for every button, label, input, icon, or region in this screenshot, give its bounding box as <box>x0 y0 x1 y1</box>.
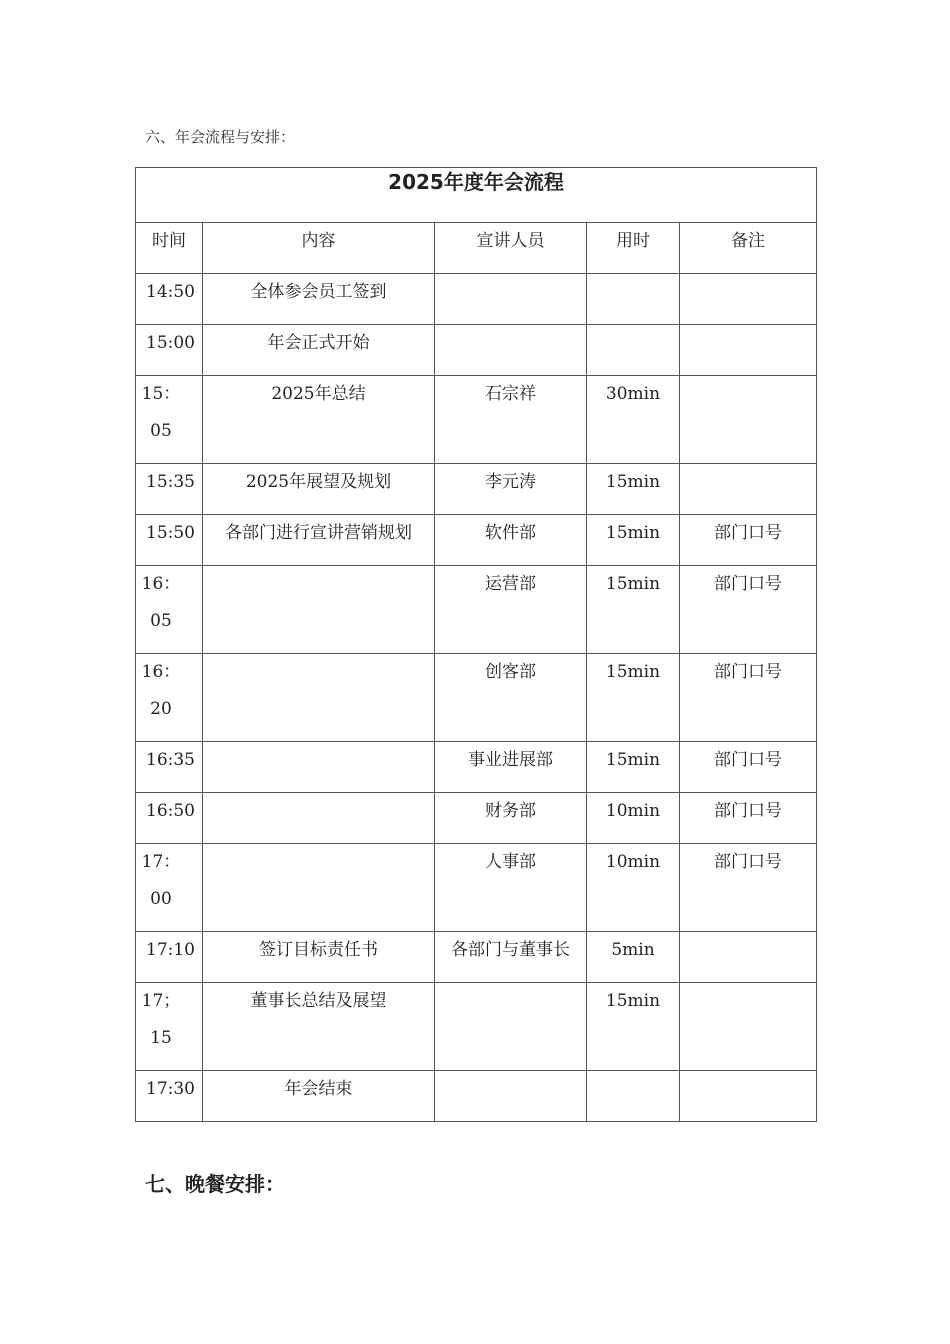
note-cell: 部门口号 <box>680 566 817 654</box>
time-part-1: 16： <box>141 662 181 682</box>
time-part-1: 16： <box>141 574 181 594</box>
time-part-1: 17； <box>141 991 181 1011</box>
speaker-cell: 运营部 <box>435 566 587 654</box>
speaker-cell: 李元涛 <box>435 464 587 515</box>
table-row <box>136 274 817 325</box>
time-part-2: 20 <box>150 699 172 719</box>
speaker-cell: 事业进展部 <box>435 742 587 793</box>
note-cell: 部门口号 <box>680 515 817 566</box>
section-heading: 六、年会流程与安排： <box>145 128 296 146</box>
duration-cell: 5min <box>587 932 680 983</box>
table-row <box>136 742 817 793</box>
duration-cell: 10min <box>587 844 680 932</box>
table-row <box>136 932 817 983</box>
table-row <box>136 566 817 654</box>
time-cell: 15:00 <box>136 325 203 376</box>
speaker-cell <box>435 325 587 376</box>
duration-cell: 15min <box>587 515 680 566</box>
content-cell <box>203 742 435 793</box>
speaker-cell: 创客部 <box>435 654 587 742</box>
duration-cell: 15min <box>587 654 680 742</box>
duration-cell: 15min <box>587 983 680 1071</box>
table-row <box>136 844 817 932</box>
duration-cell <box>587 325 680 376</box>
duration-cell <box>587 1071 680 1122</box>
note-cell: 部门口号 <box>680 844 817 932</box>
table-row <box>136 325 817 376</box>
note-cell: 部门口号 <box>680 793 817 844</box>
time-cell <box>136 983 203 1071</box>
duration-cell: 15min <box>587 742 680 793</box>
table-row <box>136 376 817 464</box>
annual-meeting-schedule-table <box>135 167 817 1122</box>
speaker-cell: 人事部 <box>435 844 587 932</box>
duration-cell <box>587 274 680 325</box>
header-speaker: 宣讲人员 <box>435 223 587 274</box>
table-row <box>136 515 817 566</box>
time-part-1: 17： <box>141 852 181 872</box>
note-cell <box>680 376 817 464</box>
content-cell: 全体参会员工签到 <box>203 274 435 325</box>
time-cell: 17:10 <box>136 932 203 983</box>
duration-cell: 10min <box>587 793 680 844</box>
time-cell: 16:35 <box>136 742 203 793</box>
content-cell: 董事长总结及展望 <box>203 983 435 1071</box>
content-cell: 各部门进行宣讲营销规划 <box>203 515 435 566</box>
table-row <box>136 464 817 515</box>
content-cell <box>203 654 435 742</box>
content-cell: 年会结束 <box>203 1071 435 1122</box>
header-content: 内容 <box>203 223 435 274</box>
note-cell: 部门口号 <box>680 654 817 742</box>
content-cell: 2025年展望及规划 <box>203 464 435 515</box>
speaker-cell <box>435 983 587 1071</box>
table-title: 2025年度年会流程 <box>136 168 817 223</box>
speaker-cell <box>435 274 587 325</box>
time-cell: 15:35 <box>136 464 203 515</box>
table-row <box>136 983 817 1071</box>
speaker-cell: 财务部 <box>435 793 587 844</box>
note-cell <box>680 1071 817 1122</box>
time-cell: 17:30 <box>136 1071 203 1122</box>
duration-cell: 15min <box>587 464 680 515</box>
time-cell <box>136 376 203 464</box>
time-part-2: 05 <box>150 421 172 441</box>
table-row <box>136 1071 817 1122</box>
content-cell <box>203 844 435 932</box>
time-cell: 15:50 <box>136 515 203 566</box>
header-time: 时间 <box>136 223 203 274</box>
duration-cell: 30min <box>587 376 680 464</box>
time-cell: 16:50 <box>136 793 203 844</box>
duration-cell: 15min <box>587 566 680 654</box>
time-part-2: 00 <box>150 889 172 909</box>
time-cell: 14:50 <box>136 274 203 325</box>
header-duration: 用时 <box>587 223 680 274</box>
content-cell: 年会正式开始 <box>203 325 435 376</box>
table-header-row <box>136 223 817 274</box>
content-cell <box>203 566 435 654</box>
table-row <box>136 793 817 844</box>
note-cell <box>680 274 817 325</box>
speaker-cell <box>435 1071 587 1122</box>
time-part-2: 15 <box>150 1028 172 1048</box>
time-cell <box>136 654 203 742</box>
speaker-cell: 各部门与董事长 <box>435 932 587 983</box>
time-cell <box>136 844 203 932</box>
note-cell <box>680 464 817 515</box>
header-note: 备注 <box>680 223 817 274</box>
table-row <box>136 654 817 742</box>
note-cell <box>680 983 817 1071</box>
note-cell <box>680 932 817 983</box>
time-cell <box>136 566 203 654</box>
content-cell <box>203 793 435 844</box>
time-part-2: 05 <box>150 611 172 631</box>
next-section-heading: 七、晚餐安排： <box>145 1172 285 1196</box>
content-cell: 2025年总结 <box>203 376 435 464</box>
speaker-cell: 软件部 <box>435 515 587 566</box>
note-cell: 部门口号 <box>680 742 817 793</box>
content-cell: 签订目标责任书 <box>203 932 435 983</box>
note-cell <box>680 325 817 376</box>
speaker-cell: 石宗祥 <box>435 376 587 464</box>
time-part-1: 15： <box>141 384 181 404</box>
